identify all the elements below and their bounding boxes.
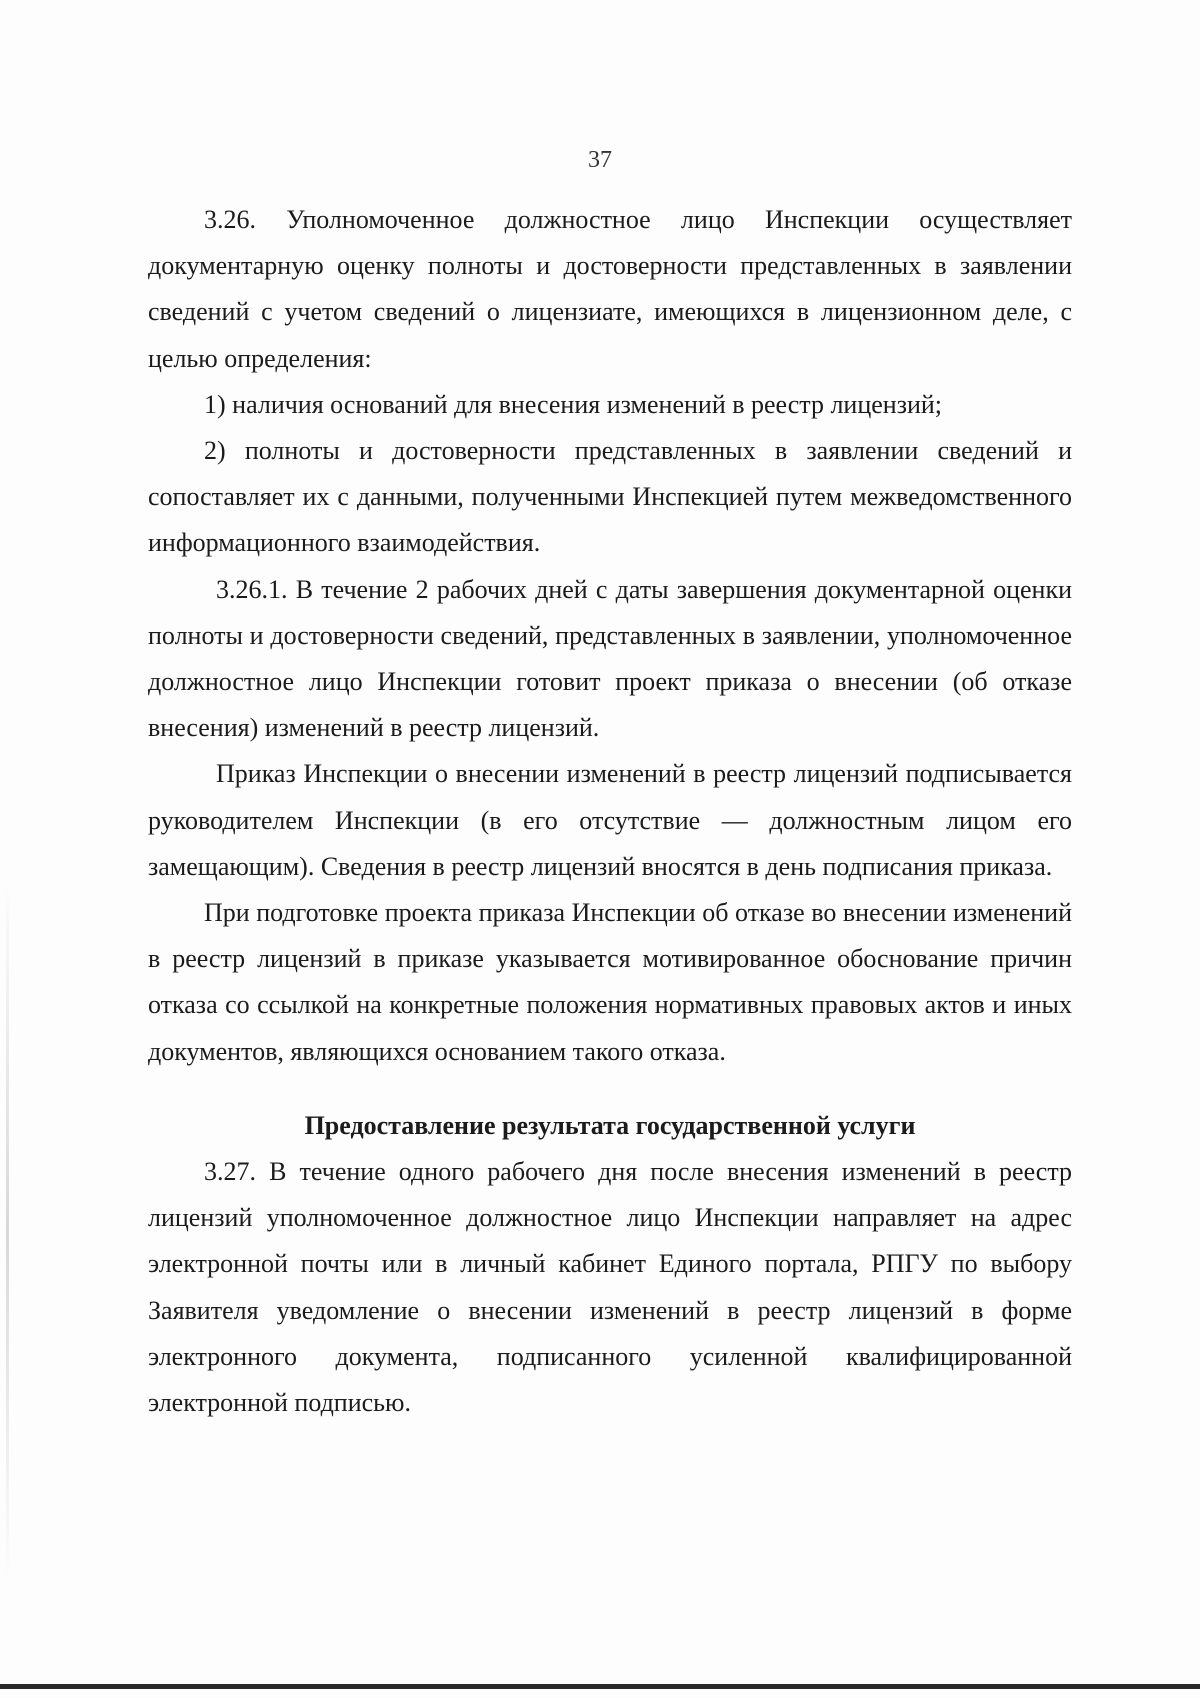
page-number: 37 xyxy=(588,147,612,173)
document-body xyxy=(148,197,1072,1426)
scan-edge-shadow xyxy=(6,880,9,1580)
paragraph-3-26-1: 3.26.1. В течение 2 рабочих дней с даты завершения документарной оценки полноты и достоверности сведений, представленных в заявлении, уполномоченное должностное лицо Инспекции готовит проект приказа о внесении (об отказе внесения) изменений в реестр лицензий. xyxy=(148,574,1072,743)
paragraph-refusal-order: При подготовке проекта приказа Инспекции об отказе во внесении изменений в реестр лицензий в приказе указывается мотивированное обоснование причин отказа со ссылкой на конкретные положения нормативных правовых актов и иных документов, являющихся основанием такого отказа. xyxy=(148,898,1072,1066)
paragraph-3-27: 3.27. В течение одного рабочего дня после внесения изменений в реестр лицензий уполномоченное должностное лицо Инспекции направляет на адрес электронной почты или в личный кабинет Единого портала, РПГУ по выбору Заявителя уведомление о внесении изменений в реестр лицензий в форме электронного документа, подписанного усиленной квалифицированной электронной подписью. xyxy=(148,1157,1072,1418)
section-heading: Предоставление результата государственной услуги xyxy=(304,1110,916,1140)
paragraph-item-1: 1) наличия оснований для внесения изменений в реестр лицензий; xyxy=(204,389,943,419)
paragraph-3-26: 3.26. Уполномоченное должностное лицо Инспекции осуществляет документарную оценку полноты и достоверности представленных в заявлении сведений с учетом сведений о лицензиате, имеющихся в лицензионном деле, с целью определения: xyxy=(148,205,1072,373)
scan-bottom-edge xyxy=(0,1684,1200,1689)
paragraph-order-signing: Приказ Инспекции о внесении изменений в реестр лицензий подписывается руководителем Инспекции (в его отсутствие — должностным лицом его замещающим). Сведения в реестр лицензий вносятся в день подписания приказа. xyxy=(148,759,1072,881)
paragraph-item-2: 2) полноты и достоверности представленных в заявлении сведений и сопоставляет их с данными, полученными Инспекцией путем межведомственного информационного взаимодействия. xyxy=(148,436,1072,558)
